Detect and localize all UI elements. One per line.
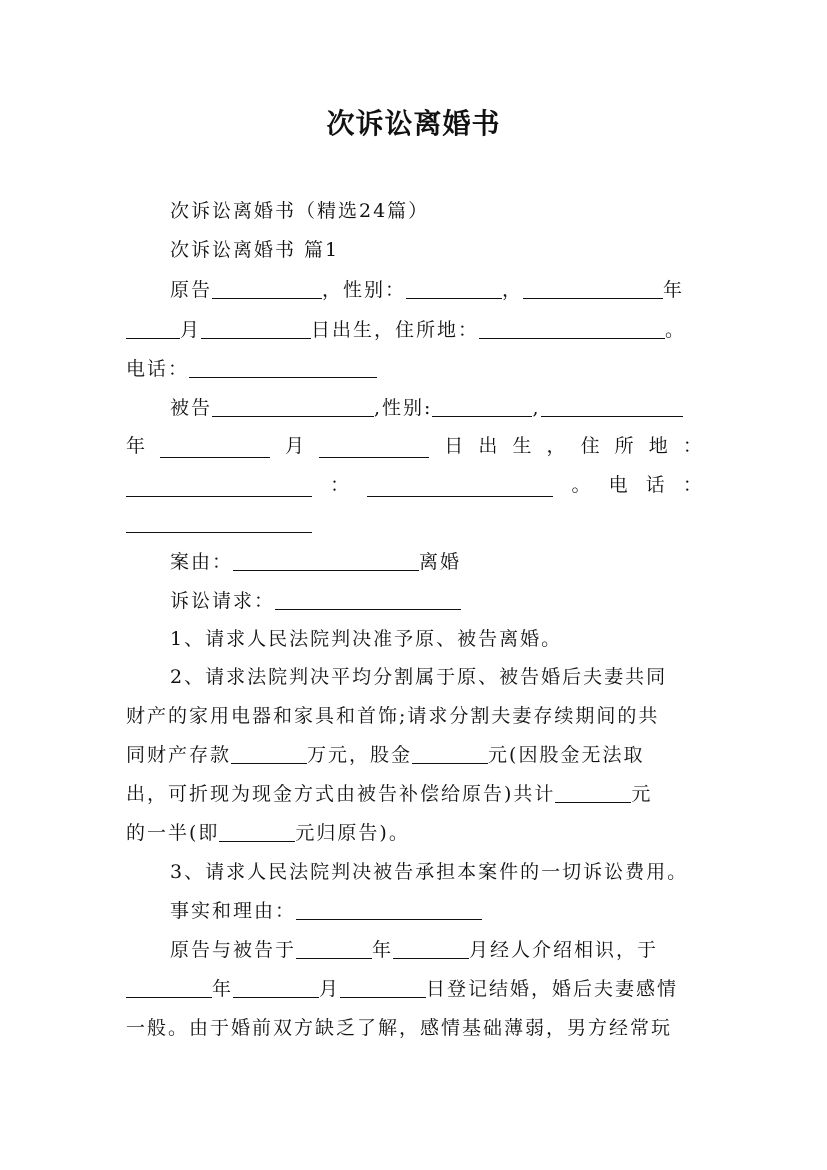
facts-marriage-month-label: 月 bbox=[319, 978, 341, 1000]
facts-line-1 bbox=[170, 938, 658, 962]
defendant-month-blank bbox=[160, 439, 270, 458]
defendant-char-colon: ： bbox=[682, 435, 702, 457]
defendant-day-label: 日 bbox=[444, 435, 464, 457]
facts-label: 事实和理由： bbox=[170, 900, 297, 922]
plaintiff-gender-blank bbox=[406, 280, 502, 299]
facts-marriage-day-blank bbox=[340, 979, 426, 998]
claim-2-deposit-blank bbox=[231, 745, 307, 764]
defendant-label: 被告 bbox=[170, 397, 213, 419]
claim-2-line-4 bbox=[126, 782, 652, 806]
plaintiff-gender-label: ，性别： bbox=[322, 279, 407, 301]
document-subtitle: 次诉讼离婚书（精选24篇） bbox=[170, 200, 430, 222]
defendant-line-2 bbox=[126, 434, 702, 458]
plaintiff-month-blank bbox=[126, 320, 180, 339]
defendant-comma: , bbox=[532, 397, 541, 419]
facts-line-3: 一般。由于婚前双方缺乏了解，感情基础薄弱，男方经常玩 bbox=[126, 1017, 673, 1039]
defendant-char-chu: 出 bbox=[478, 435, 498, 457]
defendant-day-blank bbox=[319, 439, 429, 458]
defendant-month-label: 月 bbox=[285, 435, 305, 457]
defendant-gender-blank bbox=[432, 398, 532, 417]
defendant-name-blank bbox=[212, 398, 374, 417]
cause-suffix: 离婚 bbox=[419, 551, 462, 573]
plaintiff-year-label: 年 bbox=[663, 279, 685, 301]
cause-blank bbox=[233, 552, 419, 571]
plaintiff-period: 。 bbox=[665, 319, 687, 341]
plaintiff-month-label: 月 bbox=[180, 319, 202, 341]
claim-2-shares-note: 元(因股金无法取 bbox=[488, 744, 645, 766]
plaintiff-year-blank bbox=[523, 280, 663, 299]
plaintiff-phone-blank bbox=[189, 359, 377, 378]
defendant-year-blank bbox=[541, 398, 683, 417]
claim-2-total-unit: 元 bbox=[631, 783, 653, 805]
plaintiff-line-3 bbox=[126, 357, 377, 381]
defendant-char-comma: ， bbox=[546, 435, 566, 457]
cause-line bbox=[170, 550, 461, 574]
claim-2-line-5 bbox=[126, 821, 410, 845]
claim-2-half-label: 的一半(即 bbox=[126, 822, 220, 844]
claim-2-total-blank bbox=[555, 784, 631, 803]
defendant-colon: ： bbox=[330, 474, 350, 496]
plaintiff-day-blank bbox=[201, 320, 311, 339]
defendant-char-di: 地 bbox=[648, 435, 668, 457]
defendant-phone-char-1: 电 bbox=[608, 474, 628, 496]
plaintiff-comma: ， bbox=[502, 279, 524, 301]
defendant-line-1 bbox=[170, 396, 683, 420]
facts-met-year-blank bbox=[296, 940, 372, 959]
claim-2-shares-blank bbox=[412, 745, 488, 764]
document-title: 次诉讼离婚书 bbox=[326, 107, 501, 140]
facts-marriage-month-blank bbox=[233, 979, 319, 998]
claims-blank bbox=[275, 591, 461, 610]
facts-marriage-year-blank bbox=[126, 979, 212, 998]
facts-blank bbox=[296, 901, 482, 920]
plaintiff-label: 原告 bbox=[170, 279, 213, 301]
defendant-char-zhu: 住 bbox=[580, 435, 600, 457]
claims-label: 诉讼请求： bbox=[170, 590, 276, 612]
claim-1: 1、请求人民法院判决准予原、被告离婚。 bbox=[170, 628, 563, 650]
section-heading: 次诉讼离婚书 篇1 bbox=[170, 239, 340, 261]
claim-2-half-suffix: 元归原告)。 bbox=[295, 822, 410, 844]
claim-2-line-3 bbox=[126, 743, 644, 767]
claim-2-half-blank bbox=[219, 823, 295, 842]
claim-2-line-2: 财产的家用电器和家具和首饰;请求分割夫妻存续期间的共 bbox=[126, 705, 660, 727]
cause-label: 案由： bbox=[170, 551, 234, 573]
facts-met-label: 原告与被告于 bbox=[170, 939, 297, 961]
defendant-char-sheng: 生 bbox=[512, 435, 532, 457]
claim-2-shares-label: 万元，股金 bbox=[307, 744, 413, 766]
claims-line bbox=[170, 589, 461, 613]
defendant-gender-label: ,性别: bbox=[374, 397, 433, 419]
plaintiff-line-2 bbox=[126, 318, 686, 342]
facts-marriage-text: 日登记结婚，婚后夫妻感情 bbox=[426, 978, 679, 1000]
facts-met-month-blank bbox=[393, 940, 469, 959]
claim-2-line-1: 2、请求法院判决平均分割属于原、被告婚后夫妻共同 bbox=[170, 666, 668, 688]
facts-line bbox=[170, 899, 482, 923]
defendant-year-label: 年 bbox=[126, 435, 146, 457]
facts-marriage-year-label: 年 bbox=[212, 978, 234, 1000]
defendant-address-blank-1 bbox=[126, 478, 312, 497]
defendant-char-suo: 所 bbox=[614, 435, 634, 457]
defendant-phone-colon: ： bbox=[682, 474, 702, 496]
facts-met-text: 月经人介绍相识，于 bbox=[469, 939, 659, 961]
defendant-phone-char-2: 话 bbox=[645, 474, 665, 496]
defendant-line-3 bbox=[126, 473, 702, 497]
plaintiff-address-blank bbox=[479, 320, 665, 339]
defendant-period: 。 bbox=[571, 474, 591, 496]
claim-2-total-label: 出，可折现为现金方式由被告补偿给原告)共计 bbox=[126, 783, 556, 805]
facts-line-2 bbox=[126, 977, 678, 1001]
plaintiff-birth-address-label: 日出生，住所地： bbox=[311, 319, 480, 341]
plaintiff-name-blank bbox=[212, 280, 322, 299]
plaintiff-line-1 bbox=[170, 278, 684, 302]
plaintiff-phone-label: 电话： bbox=[126, 358, 190, 380]
defendant-address-blank-2 bbox=[367, 478, 553, 497]
claim-3: 3、请求人民法院判决被告承担本案件的一切诉讼费用。 bbox=[170, 861, 689, 883]
defendant-line-4 bbox=[126, 512, 312, 536]
claim-2-deposit-label: 同财产存款 bbox=[126, 744, 232, 766]
defendant-phone-blank bbox=[126, 514, 312, 533]
facts-met-year-label: 年 bbox=[372, 939, 394, 961]
